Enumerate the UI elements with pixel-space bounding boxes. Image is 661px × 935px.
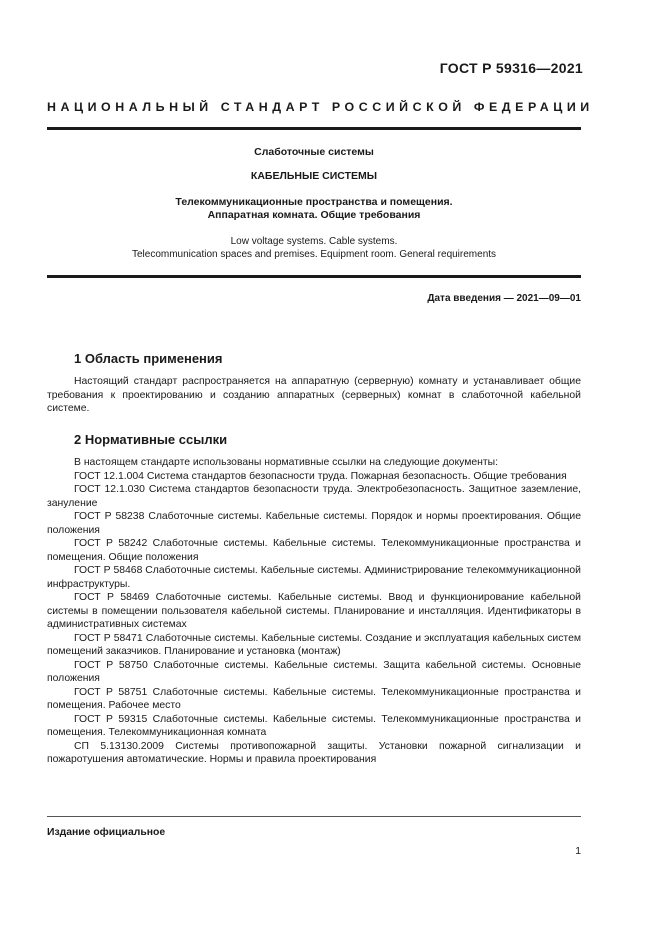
section-body-scope xyxy=(47,375,581,416)
standard-main-title: КАБЕЛЬНЫЕ СИСТЕМЫ xyxy=(250,170,378,182)
page-number: 1 xyxy=(575,846,581,857)
paragraph: В настоящем стандарте использованы нормативные ссылки на следующие документы: xyxy=(74,457,498,468)
introduction-date: Дата введения — 2021—09—01 xyxy=(427,293,581,304)
section-body-references xyxy=(47,456,581,767)
reference-item: ГОСТ Р 58238 Слаботочные системы. Кабельные системы. Порядок и нормы проектирования. Общие положения xyxy=(47,511,581,536)
reference-item: ГОСТ Р 58751 Слаботочные системы. Кабельные системы. Телекоммуникационные пространства и помещения. Рабочее место xyxy=(47,686,581,711)
top-divider xyxy=(47,127,581,130)
reference-item: СП 5.13130.2009 Системы противопожарной защиты. Установки пожарной сигнализации и пожаротушения автоматические. Нормы и правила проектирования xyxy=(47,740,581,765)
reference-item: ГОСТ Р 58750 Слаботочные системы. Кабельные системы. Защита кабельной системы. Основные положения xyxy=(47,659,581,684)
reference-item: ГОСТ Р 58471 Слаботочные системы. Кабельные системы. Создание и эксплуатация кабельных систем помещений заказчиков. Планирование и установка (монтаж) xyxy=(47,632,581,657)
section-heading-references: 2 Нормативные ссылки xyxy=(74,432,228,447)
section-heading-scope: 1 Область применения xyxy=(74,351,223,366)
english-line-2: Telecommunication spaces and premises. Equipment room. General requirements xyxy=(131,249,497,260)
paragraph: Настоящий стандарт распространяется на аппаратную (серверную) комнату и устанавливает общие требования к проектированию и созданию аппаратных (серверных) комнат в слаботочной кабельной системе. xyxy=(47,376,581,414)
gost-number: ГОСТ Р 59316—2021 xyxy=(439,60,583,76)
title-divider xyxy=(47,275,581,278)
subject-line-1: Телекоммуникационные пространства и помещения. xyxy=(175,196,453,208)
standard-category: Слаботочные системы xyxy=(254,146,374,158)
reference-item: ГОСТ Р 58242 Слаботочные системы. Кабельные системы. Телекоммуникационные пространства и помещения. Общие положения xyxy=(47,538,581,563)
english-line-1: Low voltage systems. Cable systems. xyxy=(230,236,398,247)
english-title xyxy=(47,235,581,261)
reference-item: ГОСТ Р 59315 Слаботочные системы. Кабельные системы. Телекоммуникационные пространства и помещения. Телекоммуникационная комната xyxy=(47,713,581,738)
reference-item: ГОСТ 12.1.004 Система стандартов безопасности труда. Пожарная безопасность. Общие требования xyxy=(74,470,567,482)
subject-line-2: Аппаратная комната. Общие требования xyxy=(207,209,421,221)
reference-item: ГОСТ Р 58469 Слаботочные системы. Кабельные системы. Ввод и функционирование кабельной системы в помещении пользователя кабельной системы. Планирование и инсталляция. Идентификаторы в административных системах xyxy=(47,592,581,630)
footer-divider xyxy=(47,816,581,817)
official-edition-label: Издание официальное xyxy=(47,827,166,838)
reference-item: ГОСТ 12.1.030 Система стандартов безопасности труда. Электробезопасность. Защитное заземление, зануление xyxy=(47,484,581,509)
national-standard-title: НАЦИОНАЛЬНЫЙ СТАНДАРТ РОССИЙСКОЙ ФЕДЕРАЦИИ xyxy=(47,100,594,114)
reference-item: ГОСТ Р 58468 Слаботочные системы. Кабельные системы. Администрирование телекоммуникационной инфраструктуры. xyxy=(47,565,581,590)
standard-subject xyxy=(47,196,581,222)
